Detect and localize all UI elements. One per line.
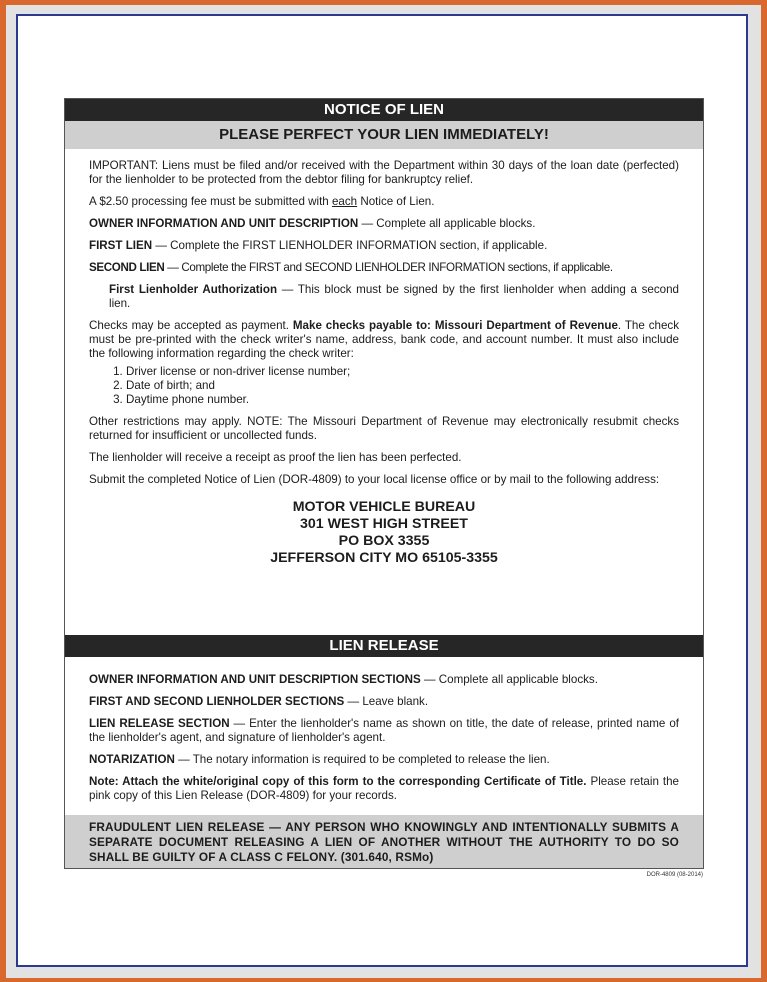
form-number: DOR-4809 (08-2014) [646, 872, 703, 878]
checks-paragraph: Checks may be accepted as payment. Make checks payable to: Missouri Department of Revenue. The check must be pre-printed with the check writer's name, address, bank code, and account number. It must also include the following information regarding the check writer: [89, 319, 679, 360]
notice-title: NOTICE OF LIEN [65, 99, 703, 121]
restrictions-paragraph: Other restrictions may apply. NOTE: The Missouri Department of Revenue may electronically resubmit checks returned for insufficient or uncollected funds. [89, 415, 679, 442]
instruction-form [64, 98, 704, 869]
address-line: PO BOX 3355 [338, 533, 430, 549]
fraud-warning: FRAUDULENT LIEN RELEASE — ANY PERSON WHO KNOWINGLY AND INTENTIONALLY SUBMITS A SEPARATE DOCUMENT RELEASING A LIEN OF ANOTHER WITHOUT THE AUTHORITY TO DO SO SHALL BE GUILTY OF A CLASS C FELONY. (301.640, RSMo) [65, 815, 703, 868]
address-line: JEFFERSON CITY MO 65105-3355 [270, 550, 498, 566]
mailing-address [89, 499, 679, 567]
important-paragraph: IMPORTANT: Liens must be filed and/or received with the Department within 30 days of the loan date (perfected) for the lienholder to be protected from the debtor filing for bankruptcy relief. [89, 159, 679, 186]
lien-release-title: LIEN RELEASE [65, 635, 703, 657]
fee-paragraph: A $2.50 processing fee must be submitted with each Notice of Lien. [89, 195, 435, 208]
release-owner-paragraph: OWNER INFORMATION AND UNIT DESCRIPTION SECTIONS — Complete all applicable blocks. [89, 673, 598, 686]
address-line: 301 WEST HIGH STREET [300, 516, 468, 532]
notice-section [65, 149, 703, 567]
lien-release-section [65, 663, 703, 811]
notarization-paragraph: NOTARIZATION — The notary information is required to be completed to release the lien. [89, 753, 550, 766]
list-item: 2. Date of birth; and [126, 379, 679, 393]
first-lien-paragraph: FIRST LIEN — Complete the FIRST LIENHOLDER INFORMATION section, if applicable. [89, 239, 548, 252]
submit-paragraph: Submit the completed Notice of Lien (DOR-4809) to your local license office or by mail to the following address: [89, 473, 660, 486]
note-paragraph: Note: Attach the white/original copy of this form to the corresponding Certificate of Title. Please retain the pink copy of this Lien Release (DOR-4809) for your records. [89, 775, 679, 802]
owner-info-paragraph: OWNER INFORMATION AND UNIT DESCRIPTION — Complete all applicable blocks. [89, 217, 536, 230]
release-section-paragraph: LIEN RELEASE SECTION — Enter the lienholder's name as shown on title, the date of release, printed name of the lienholder's agent, and signature of lienholder's agent. [89, 717, 679, 744]
check-requirements-list [89, 365, 679, 407]
second-lien-paragraph: SECOND LIEN — Complete the FIRST and SECOND LIENHOLDER INFORMATION sections, if applicable. [89, 261, 613, 274]
list-item: 1. Driver license or non-driver license number; [126, 365, 679, 379]
authorization-paragraph: First Lienholder Authorization — This block must be signed by the first lienholder when adding a second lien. [109, 283, 679, 310]
receipt-paragraph: The lienholder will receive a receipt as proof the lien has been perfected. [89, 451, 462, 464]
list-item: 3. Daytime phone number. [126, 393, 679, 407]
notice-subtitle: PLEASE PERFECT YOUR LIEN IMMEDIATELY! [65, 121, 703, 149]
address-line: MOTOR VEHICLE BUREAU [292, 499, 476, 515]
release-sections-paragraph: FIRST AND SECOND LIENHOLDER SECTIONS — Leave blank. [89, 695, 429, 708]
